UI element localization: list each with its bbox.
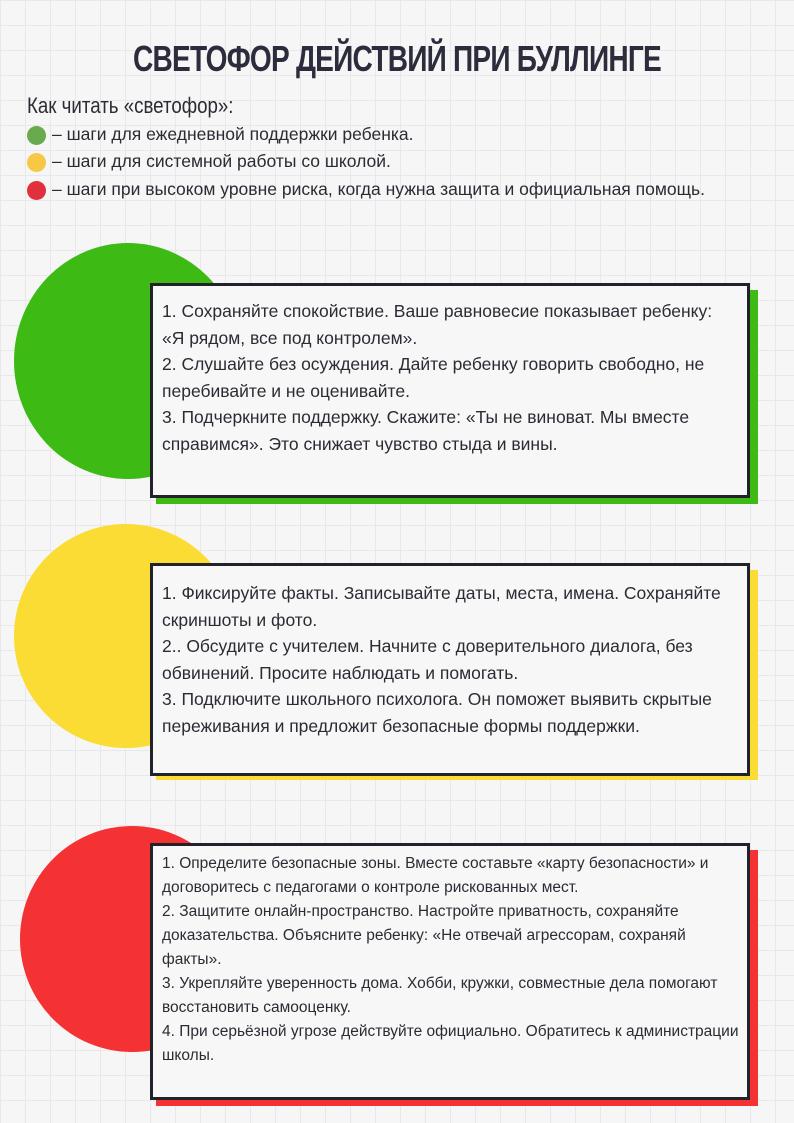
step-text: 1. Фиксируйте факты. Записывайте даты, места, имена. Сохраняйте скриншоты и фото. — [162, 583, 721, 630]
step-text: 3. Укрепляйте уверенность дома. Хобби, кружки, совместные дела помогают восстановить самооценку. — [162, 975, 718, 1016]
red-dot-icon — [27, 181, 46, 200]
legend-heading: Как читать «светофор»: — [27, 93, 234, 118]
page-title: СВЕТОФОР ДЕЙСТВИЙ ПРИ БУЛЛИНГЕ — [133, 38, 661, 79]
legend-item-red — [27, 180, 787, 203]
legend-text: – шаги для ежедневной поддержки ребенка. — [52, 124, 414, 144]
red-steps-box — [150, 843, 750, 1100]
step-text: 2. Защитите онлайн-пространство. Настройте приватность, сохраняйте доказательства. Объясните ребенку: «Не отвечай агрессорам, сохраняй факты». — [162, 903, 686, 968]
step-text: 2.. Обсудите с учителем. Начните с доверительного диалога, без обвинений. Просите наблюдать и помогать. — [162, 636, 693, 683]
legend-text: – шаги при высоком уровне риска, когда нужна защита и официальная помощь. — [52, 179, 705, 199]
step-text: 2. Слушайте без осуждения. Дайте ребенку говорить свободно, не перебивайте и не оценивайте. — [162, 354, 705, 401]
legend-item-yellow — [27, 152, 391, 175]
yellow-dot-icon — [27, 153, 46, 172]
step-text: 4. При серьёзной угрозе действуйте официально. Обратитесь к администрации школы. — [162, 1023, 739, 1064]
step-text: 1. Определите безопасные зоны. Вместе составьте «карту безопасности» и договоритесь с педагогами о контроле рискованных мест. — [162, 855, 709, 896]
step-text: 1. Сохраняйте спокойствие. Ваше равновесие показывает ребенку: «Я рядом, все под контролем». — [162, 301, 713, 348]
green-steps-box — [150, 283, 750, 498]
legend-text: – шаги для системной работы со школой. — [52, 151, 391, 171]
green-dot-icon — [27, 126, 46, 145]
legend-item-green — [27, 125, 414, 148]
step-text: 3. Подчеркните поддержку. Скажите: «Ты не виноват. Мы вместе справимся». Это снижает чувство стыда и вины. — [162, 407, 690, 454]
yellow-steps-box — [150, 563, 750, 776]
step-text: 3. Подключите школьного психолога. Он поможет выявить скрытые переживания и предложит безопасные формы поддержки. — [162, 689, 712, 736]
